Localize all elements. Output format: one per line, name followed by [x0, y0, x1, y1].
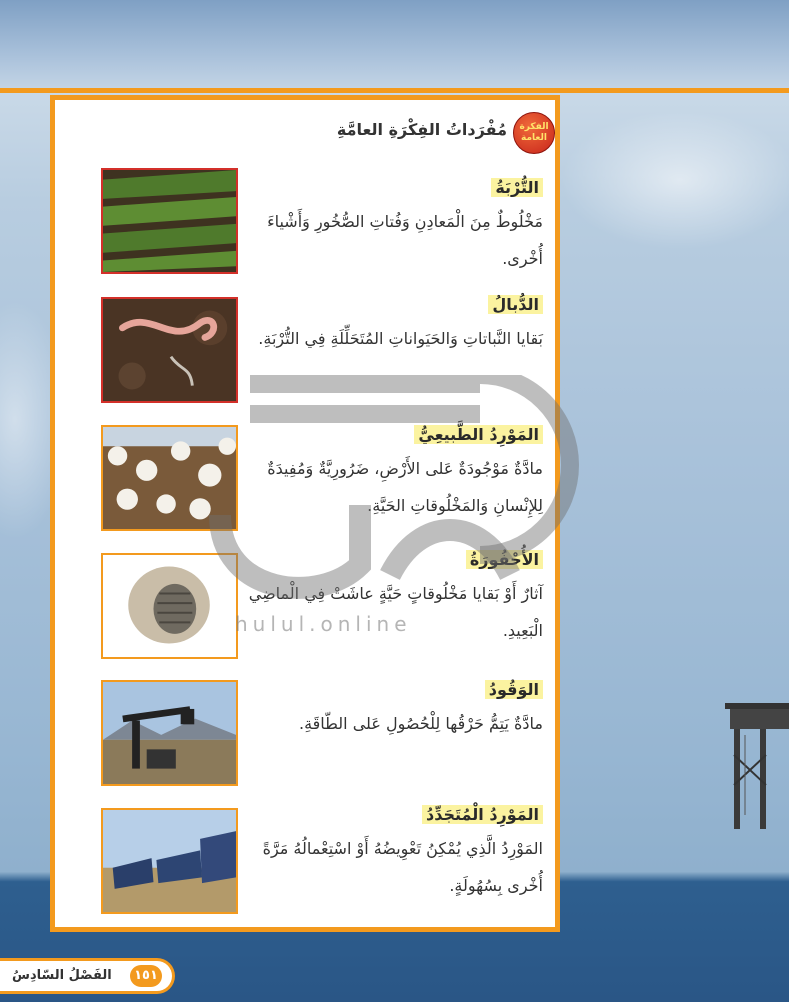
watermark-text: hulul.online [235, 612, 412, 636]
term-title: التُّرْبَةُ [491, 178, 543, 197]
term-soil [243, 178, 543, 277]
term-definition: آثارٌ أَوْ بَقايا مَخْلُوقاتٍ حَيَّةٍ عاشَتْ فِي الْماضِي الْبَعِيدِ. [248, 584, 543, 640]
top-orange-line [0, 88, 789, 93]
term-title: المَوْرِدُ الْمُتَجَدِّدُ [422, 805, 543, 824]
term-title: الوَقُودُ [485, 680, 543, 699]
chapter-label: الفَصْلُ السّادِسُ [12, 968, 112, 983]
term-title: المَوْرِدُ الطَّبيعِيُّ [414, 425, 543, 444]
page-number: ١٥١ [130, 965, 162, 987]
term-fuel [243, 680, 543, 742]
cloud [560, 110, 789, 250]
humus-photo [101, 297, 238, 403]
term-humus [243, 295, 543, 357]
vocabulary-card [50, 95, 560, 932]
section-title: مُفْرَداتُ الفِكْرَةِ العامَّةِ [336, 120, 507, 139]
cotton-photo [101, 425, 238, 531]
term-natural-resource [243, 425, 543, 524]
term-renewable-resource [243, 805, 543, 904]
term-definition: مَخْلُوطٌ مِنَ الْمَعادِنِ وَفُتاتِ الصُّخُورِ وَأَشْياءَ أُخْرى. [267, 212, 543, 268]
solar-photo [101, 808, 238, 914]
term-definition: مادَّةٌ مَوْجُودَةٌ عَلى الأَرْضِ، ضَرُورِيَّةٌ وَمُفِيدَةٌ لِلإِنْسانِ وَالمَخْلُوقاتِ الحَيَّةِ. [267, 459, 543, 515]
fossil-photo [101, 553, 238, 659]
main-idea-badge: الفكرة العامة [513, 112, 555, 154]
page-footer [0, 958, 175, 994]
soil-photo [101, 168, 238, 274]
term-definition: بَقايا النَّباتاتِ وَالحَيَواناتِ المُتَحَلِّلَةِ فِي التُّرْبَةِ. [258, 329, 543, 348]
term-definition: مادَّةٌ يَتِمُّ حَرْقُها لِلْحُصُولِ عَلى الطّاقَةِ. [298, 714, 543, 733]
term-title: الأُحْفُورَةُ [466, 550, 543, 569]
term-definition: المَوْرِدُ الَّذِي يُمْكِنُ تَعْوِيضُهُ أَوْ اسْتِعْمالُهُ مَرَّةً أُخْرى بِسُهُولَةٍ. [262, 839, 543, 895]
sky-top [0, 0, 789, 90]
oil-rig-image [720, 695, 789, 835]
term-title: الدُّبالُ [488, 295, 543, 314]
section-header [336, 112, 555, 148]
fuel-photo [101, 680, 238, 786]
